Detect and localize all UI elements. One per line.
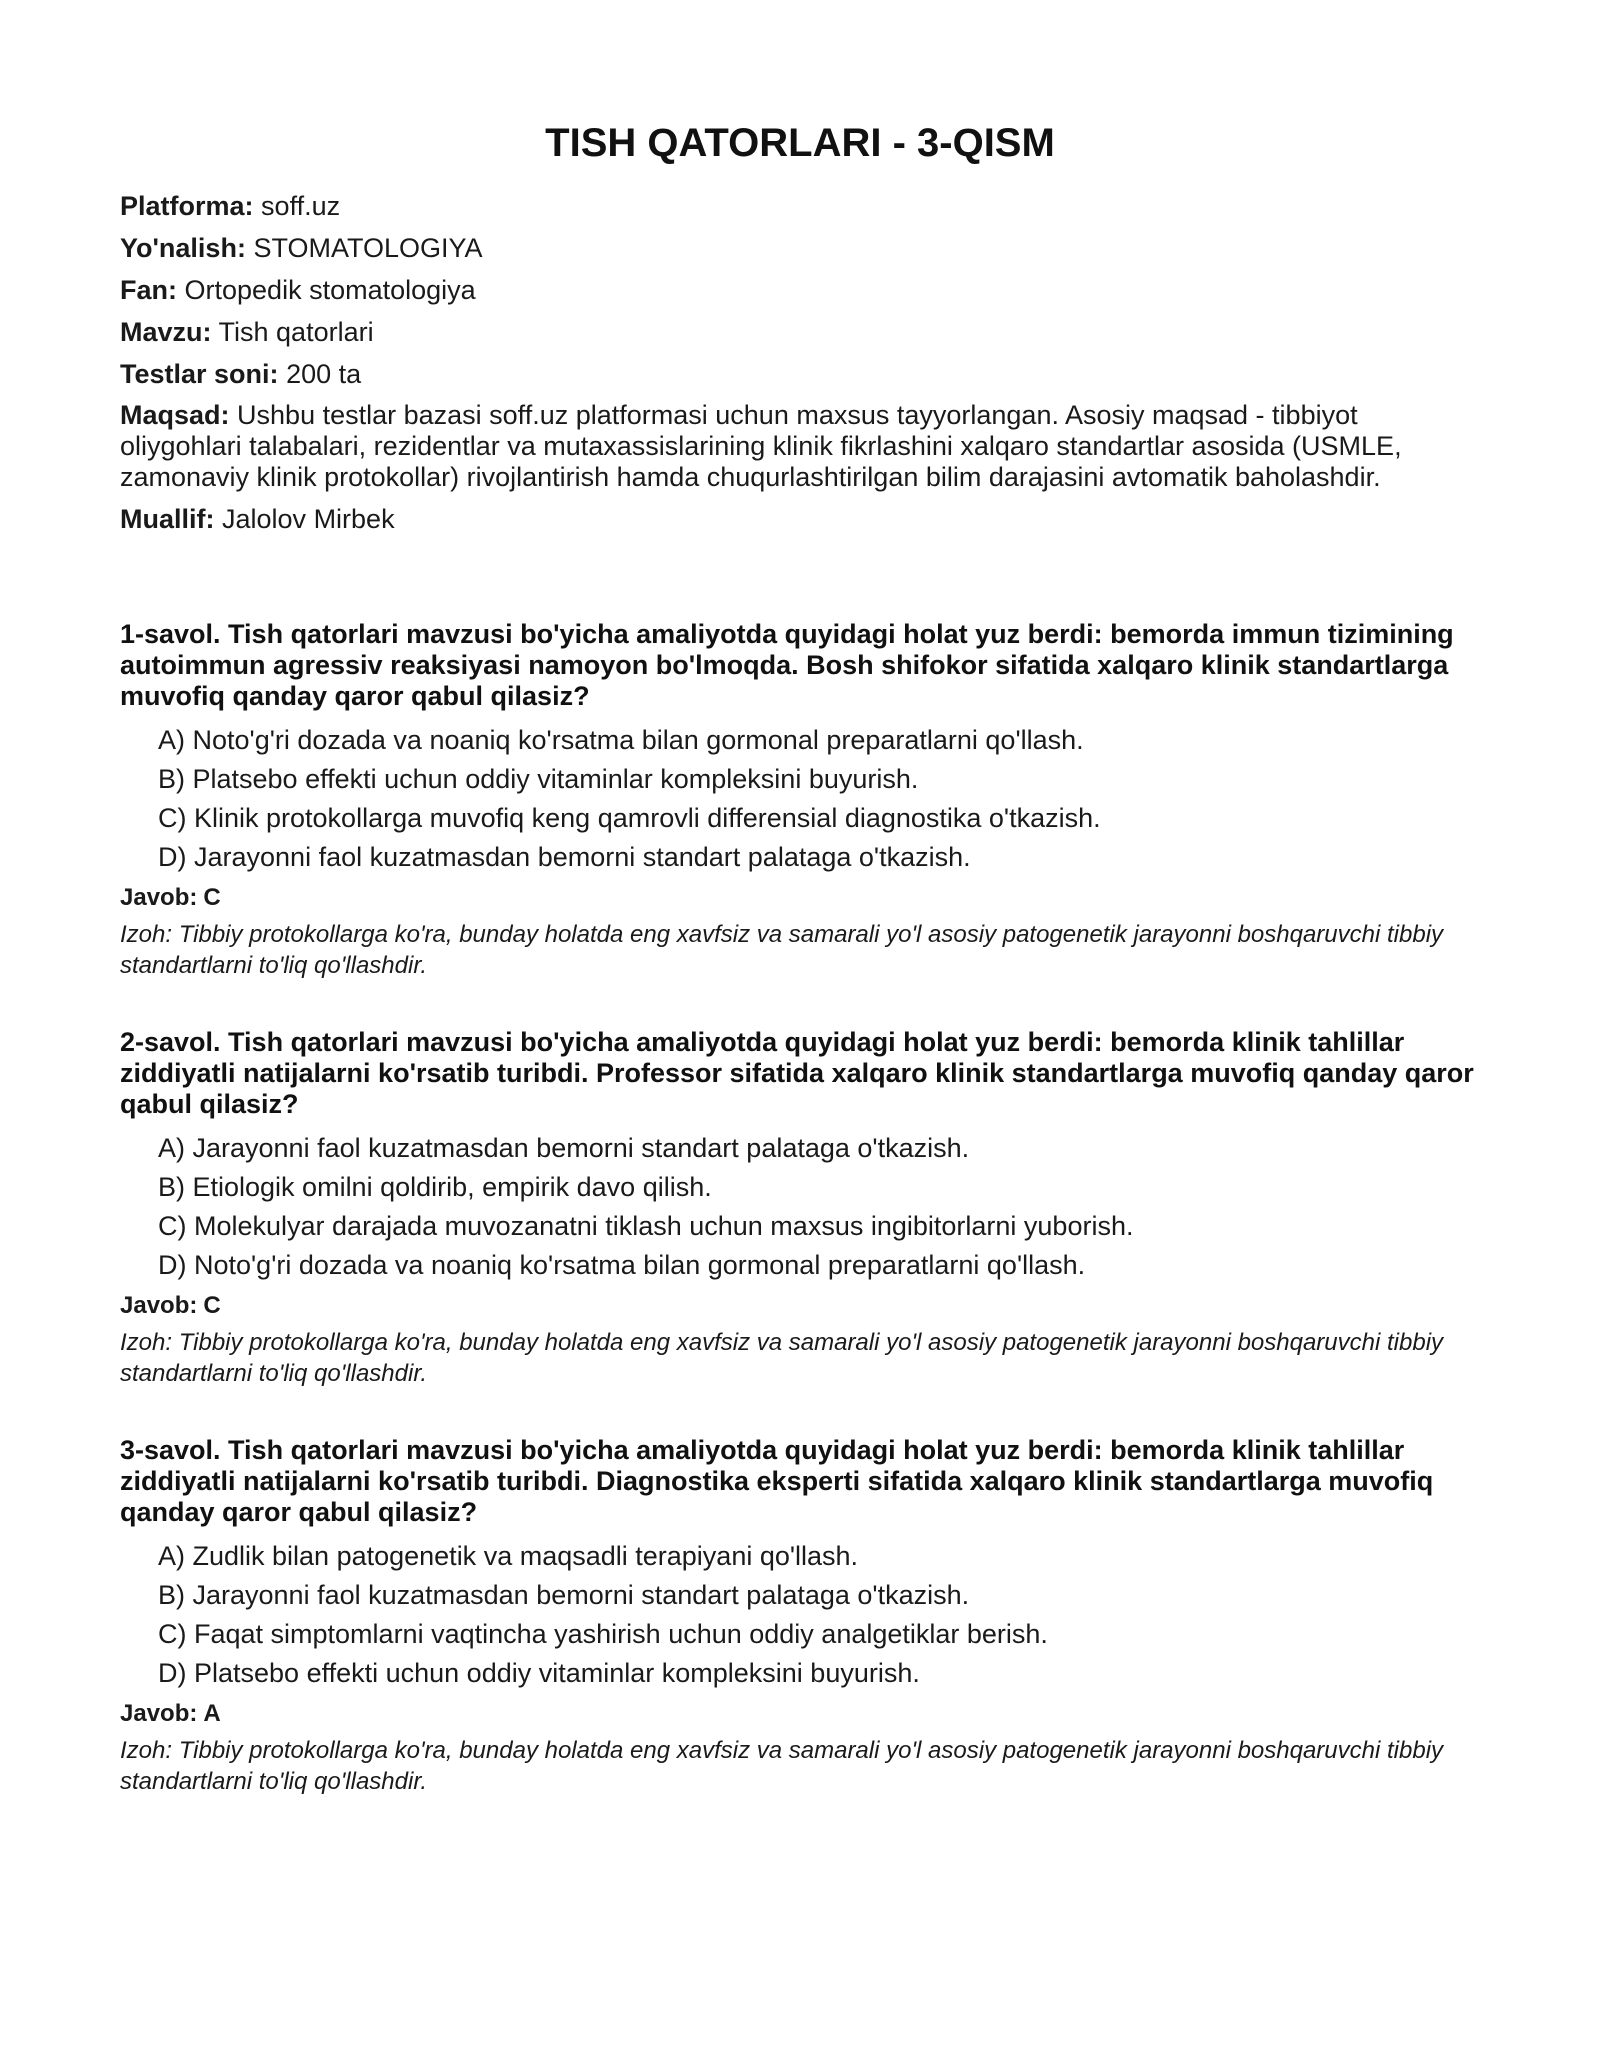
meta-author: [120, 503, 1480, 535]
meta-purpose: [120, 400, 1480, 493]
option-a: A) Zudlik bilan patogenetik va maqsadli terapiyani qo'llash.: [158, 1541, 859, 1571]
option-c: C) Molekulyar darajada muvozanatni tiklash uchun maxsus ingibitorlarni yuborish.: [158, 1211, 1134, 1241]
question-block-3: [120, 1435, 1480, 1797]
meta-topic-label: Mavzu:: [120, 317, 212, 347]
meta-topic-value: Tish qatorlari: [218, 317, 374, 347]
meta-author-value: Jalolov Mirbek: [222, 504, 395, 534]
option-b: B) Platsebo effekti uchun oddiy vitaminlar kompleksini buyurish.: [158, 764, 919, 794]
option-d: D) Platsebo effekti uchun oddiy vitaminlar kompleksini buyurish.: [158, 1658, 920, 1688]
answer-line: [120, 883, 1480, 913]
meta-test-count: [120, 358, 1480, 390]
explanation: Izoh: Tibbiy protokollarga ko'ra, bunday holatda eng xavfsiz va samarali yo'l asosiy patogenetik jarayonni boshqaruvchi tibbiy standartlarni to'liq qo'llashdir.: [120, 1737, 1444, 1795]
question-block-1: [120, 619, 1480, 981]
meta-platform: [120, 190, 1480, 222]
explanation: Izoh: Tibbiy protokollarga ko'ra, bunday holatda eng xavfsiz va samarali yo'l asosiy patogenetik jarayonni boshqaruvchi tibbiy standartlarni to'liq qo'llashdir.: [120, 1329, 1444, 1387]
option-a: A) Noto'g'ri dozada va noaniq ko'rsatma bilan gormonal preparatlarni qo'llash.: [158, 725, 1084, 755]
option-d: D) Noto'g'ri dozada va noaniq ko'rsatma bilan gormonal preparatlarni qo'llash.: [158, 1250, 1086, 1280]
meta-direction-value: STOMATOLOGIYA: [253, 233, 483, 263]
option-c: C) Faqat simptomlarni vaqtincha yashirish uchun oddiy analgetiklar berish.: [158, 1619, 1048, 1649]
meta-direction-label: Yo'nalish:: [120, 233, 246, 263]
option-b: B) Jarayonni faol kuzatmasdan bemorni standart palataga o'tkazish.: [158, 1580, 970, 1610]
option-b: B) Etiologik omilni qoldirib, empirik davo qilish.: [158, 1172, 712, 1202]
question-text: 1-savol. Tish qatorlari mavzusi bo'yicha amaliyotda quyidagi holat yuz berdi: bemorda immun tizimining autoimmun agressiv reaksiyasi namoyon bo'lmoqda. Bosh shifokor sifatida xalqaro klinik standartlarga muvofiq qanday qaror qabul qilasiz?: [120, 619, 1454, 711]
option-c: C) Klinik protokollarga muvofiq keng qamrovli differensial diagnostika o'tkazish.: [158, 803, 1101, 833]
answer-value: C: [203, 1292, 221, 1319]
question-text: 3-savol. Tish qatorlari mavzusi bo'yicha amaliyotda quyidagi holat yuz berdi: bemorda klinik tahlillar ziddiyatli natijalarni ko'rsatib turibdi. Diagnostika eksperti sifatida xalqaro klinik standartlarga muvofiq qanday qaror qabul qilasiz?: [120, 1435, 1434, 1527]
meta-test-count-value: 200 ta: [286, 359, 362, 389]
answer-line: [120, 1291, 1480, 1321]
option-d: D) Jarayonni faol kuzatmasdan bemorni standart palataga o'tkazish.: [158, 842, 971, 872]
question-block-2: [120, 1027, 1480, 1389]
option-a: A) Jarayonni faol kuzatmasdan bemorni standart palataga o'tkazish.: [158, 1133, 970, 1163]
answer-label: Javob:: [120, 1700, 198, 1727]
meta-subject-value: Ortopedik stomatologiya: [184, 275, 476, 305]
answer-value: A: [203, 1700, 221, 1727]
meta-purpose-value: Ushbu testlar bazasi soff.uz platformasi uchun maxsus tayyorlangan. Asosiy maqsad - tibbiyot oliygohlari talabalari, rezidentlar va mutaxassislarining klinik fikrlashini xalqaro standartlar asosida (USMLE, zamonaviy klinik protokollar) rivojlantirish hamda chuqurlashtirilgan bilim darajasini avtomatik baholashdir.: [120, 400, 1402, 492]
document-title: TISH QATORLARI - 3-QISM: [545, 121, 1055, 165]
answer-label: Javob:: [120, 1292, 198, 1319]
meta-platform-label: Platforma:: [120, 191, 254, 221]
meta-subject-label: Fan:: [120, 275, 177, 305]
meta-author-label: Muallif:: [120, 504, 215, 534]
answer-line: [120, 1699, 1480, 1729]
meta-subject: [120, 274, 1480, 306]
question-text: 2-savol. Tish qatorlari mavzusi bo'yicha amaliyotda quyidagi holat yuz berdi: bemorda klinik tahlillar ziddiyatli natijalarni ko'rsatib turibdi. Professor sifatida xalqaro klinik standartlarga muvofiq qanday qaror qabul qilasiz?: [120, 1027, 1474, 1119]
meta-platform-value: soff.uz: [261, 191, 341, 221]
answer-label: Javob:: [120, 884, 198, 911]
answer-value: C: [203, 884, 221, 911]
answer-options: [120, 1132, 1480, 1281]
meta-topic: [120, 316, 1480, 348]
meta-direction: [120, 232, 1480, 264]
document-meta: [120, 190, 1480, 535]
answer-options: [120, 724, 1480, 873]
explanation: Izoh: Tibbiy protokollarga ko'ra, bunday holatda eng xavfsiz va samarali yo'l asosiy patogenetik jarayonni boshqaruvchi tibbiy standartlarni to'liq qo'llashdir.: [120, 921, 1444, 979]
meta-test-count-label: Testlar soni:: [120, 359, 279, 389]
answer-options: [120, 1540, 1480, 1689]
meta-purpose-label: Maqsad:: [120, 400, 230, 430]
